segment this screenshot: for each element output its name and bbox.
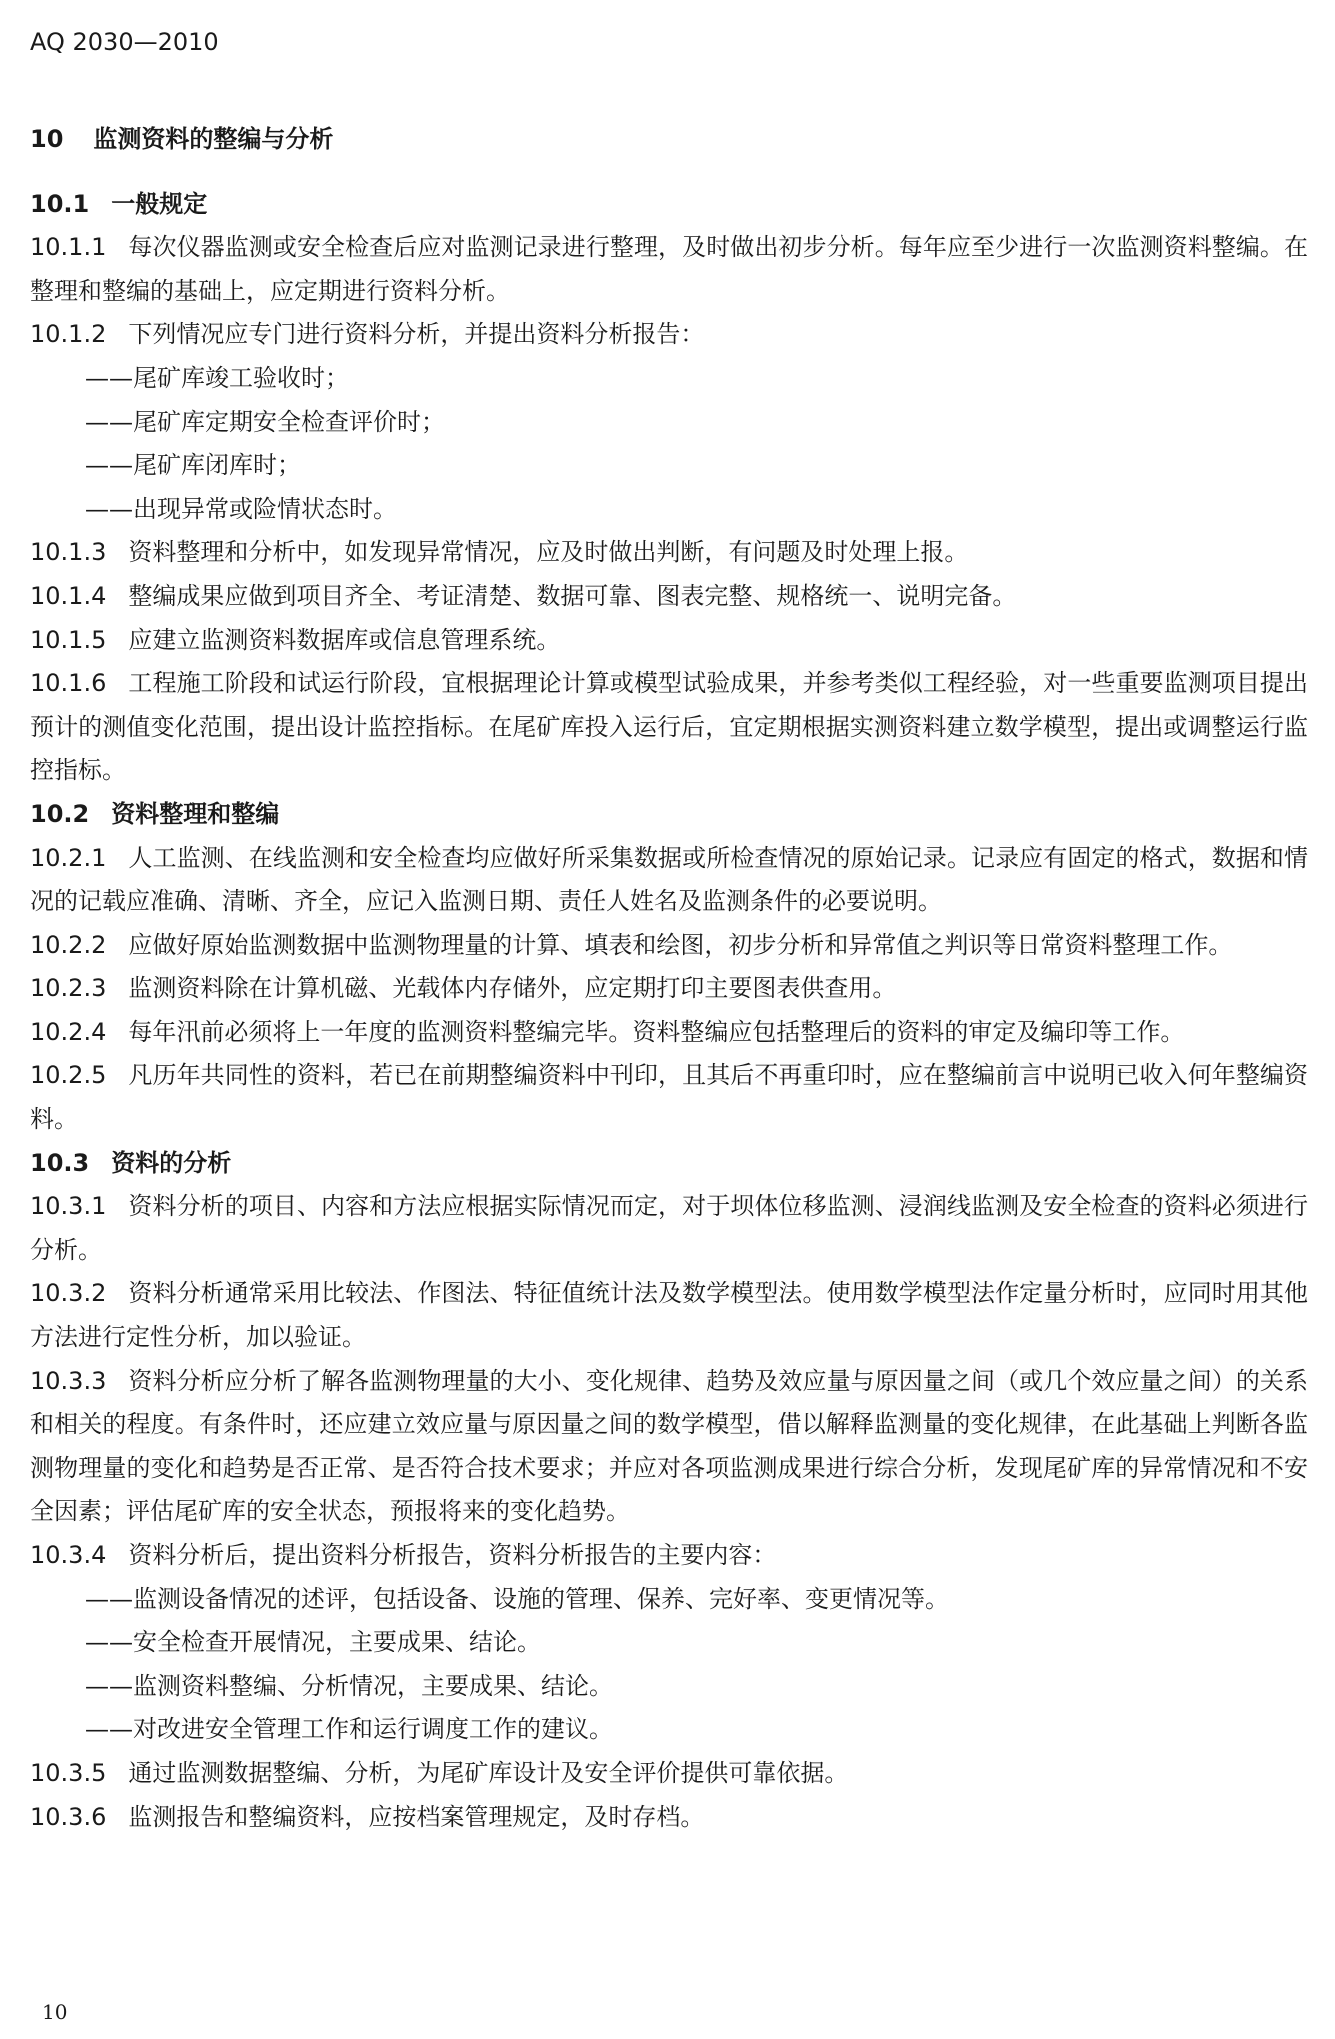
list-item: ——出现异常或险情状态时。 — [85, 494, 397, 523]
clause-10-3-1: 10.3.1 资料分析的项目、内容和方法应根据实际情况而定，对于坝体位移监测、浸润线监测及安全检查的资料必须进行分析。 — [30, 1192, 1308, 1264]
clause-10-2-2: 10.2.2 应做好原始监测数据中监测物理量的计算、填表和绘图，初步分析和异常值之判识等日常资料整理工作。 — [30, 930, 1233, 959]
clause-10-1-6: 10.1.6 工程施工阶段和试运行阶段，宜根据理论计算或模型试验成果，并参考类似工程经验，对一些重要监测项目提出预计的测值变化范围，提出设计监控指标。在尾矿库投入运行后，宜定期根据实测资料建立数学模型，提出或调整运行监控指标。 — [30, 669, 1308, 785]
clause-10-3-2: 10.3.2 资料分析通常采用比较法、作图法、特征值统计法及数学模型法。使用数学模型法作定量分析时，应同时用其他方法进行定性分析，加以验证。 — [30, 1279, 1308, 1352]
clause-10-1-4: 10.1.4 整编成果应做到项目齐全、考证清楚、数据可靠、图表完整、规格统一、说明完备。 — [30, 581, 1017, 610]
subsection-heading-10-1: 10.1 一般规定 — [30, 189, 208, 218]
clause-10-3-6: 10.3.6 监测报告和整编资料，应按档案管理规定，及时存档。 — [30, 1802, 705, 1831]
list-item: ——尾矿库闭库时； — [85, 451, 301, 480]
clause-10-1-2: 10.1.2 下列情况应专门进行资料分析，并提出资料分析报告： — [30, 320, 705, 349]
list-item: ——尾矿库定期安全检查评价时； — [85, 407, 445, 436]
clause-10-3-5: 10.3.5 通过监测数据整编、分析，为尾矿库设计及安全评价提供可靠依据。 — [30, 1758, 849, 1787]
clause-10-2-4: 10.2.4 每年汛前必须将上一年度的监测资料整编完毕。资料整编应包括整理后的资料的审定及编印等工作。 — [30, 1017, 1185, 1046]
clause-10-3-3: 10.3.3 资料分析应分析了解各监测物理量的大小、变化规律、趋势及效应量与原因量之间（或几个效应量之间）的关系和相关的程度。有条件时，还应建立效应量与原因量之间的数学模型，借以解释监测量的变化规律，在此基础上判断各监测物理量的变化和趋势是否正常、是否符合技术要求；并应对各项监测成果进行综合分析，发现尾矿库的异常情况和不安全因素；评估尾矿库的安全状态，预报将来的变化趋势。 — [30, 1366, 1308, 1526]
list-item: ——对改进安全管理工作和运行调度工作的建议。 — [85, 1715, 613, 1744]
standard-code: AQ 2030—2010 — [30, 28, 219, 56]
subsection-heading-10-2: 10.2 资料整理和整编 — [30, 799, 280, 828]
list-item: ——尾矿库竣工验收时； — [85, 363, 349, 392]
page-number: 10 — [42, 2000, 68, 2024]
clause-10-1-5: 10.1.5 应建立监测资料数据库或信息管理系统。 — [30, 625, 561, 654]
clause-10-1-3: 10.1.3 资料整理和分析中，如发现异常情况，应及时做出判断，有问题及时处理上报。 — [30, 538, 969, 567]
section-heading: 10 监测资料的整编与分析 — [30, 125, 334, 153]
list-item: ——监测设备情况的述评，包括设备、设施的管理、保养、完好率、变更情况等。 — [85, 1584, 949, 1613]
list-item: ——安全检查开展情况，主要成果、结论。 — [85, 1628, 541, 1657]
clause-10-3-4: 10.3.4 资料分析后，提出资料分析报告，资料分析报告的主要内容： — [30, 1541, 777, 1569]
clause-10-2-5: 10.2.5 凡历年共同性的资料，若已在前期整编资料中刊印，且其后不再重印时，应在整编前言中说明已收入何年整编资料。 — [30, 1061, 1308, 1134]
subsection-heading-10-3: 10.3 资料的分析 — [30, 1148, 232, 1177]
clause-10-1-1: 10.1.1 每次仪器监测或安全检查后应对监测记录进行整理，及时做出初步分析。每年应至少进行一次监测资料整编。在整理和整编的基础上，应定期进行资料分析。 — [30, 233, 1308, 305]
document-body — [30, 118, 1308, 1839]
clause-10-2-1: 10.2.1 人工监测、在线监测和安全检查均应做好所采集数据或所检查情况的原始记录。记录应有固定的格式，数据和情况的记载应准确、清晰、齐全，应记入监测日期、责任人姓名及监测条件的必要说明。 — [30, 843, 1308, 916]
list-item: ——监测资料整编、分析情况，主要成果、结论。 — [85, 1671, 613, 1700]
clause-10-2-3: 10.2.3 监测资料除在计算机磁、光载体内存储外，应定期打印主要图表供查用。 — [30, 974, 897, 1003]
